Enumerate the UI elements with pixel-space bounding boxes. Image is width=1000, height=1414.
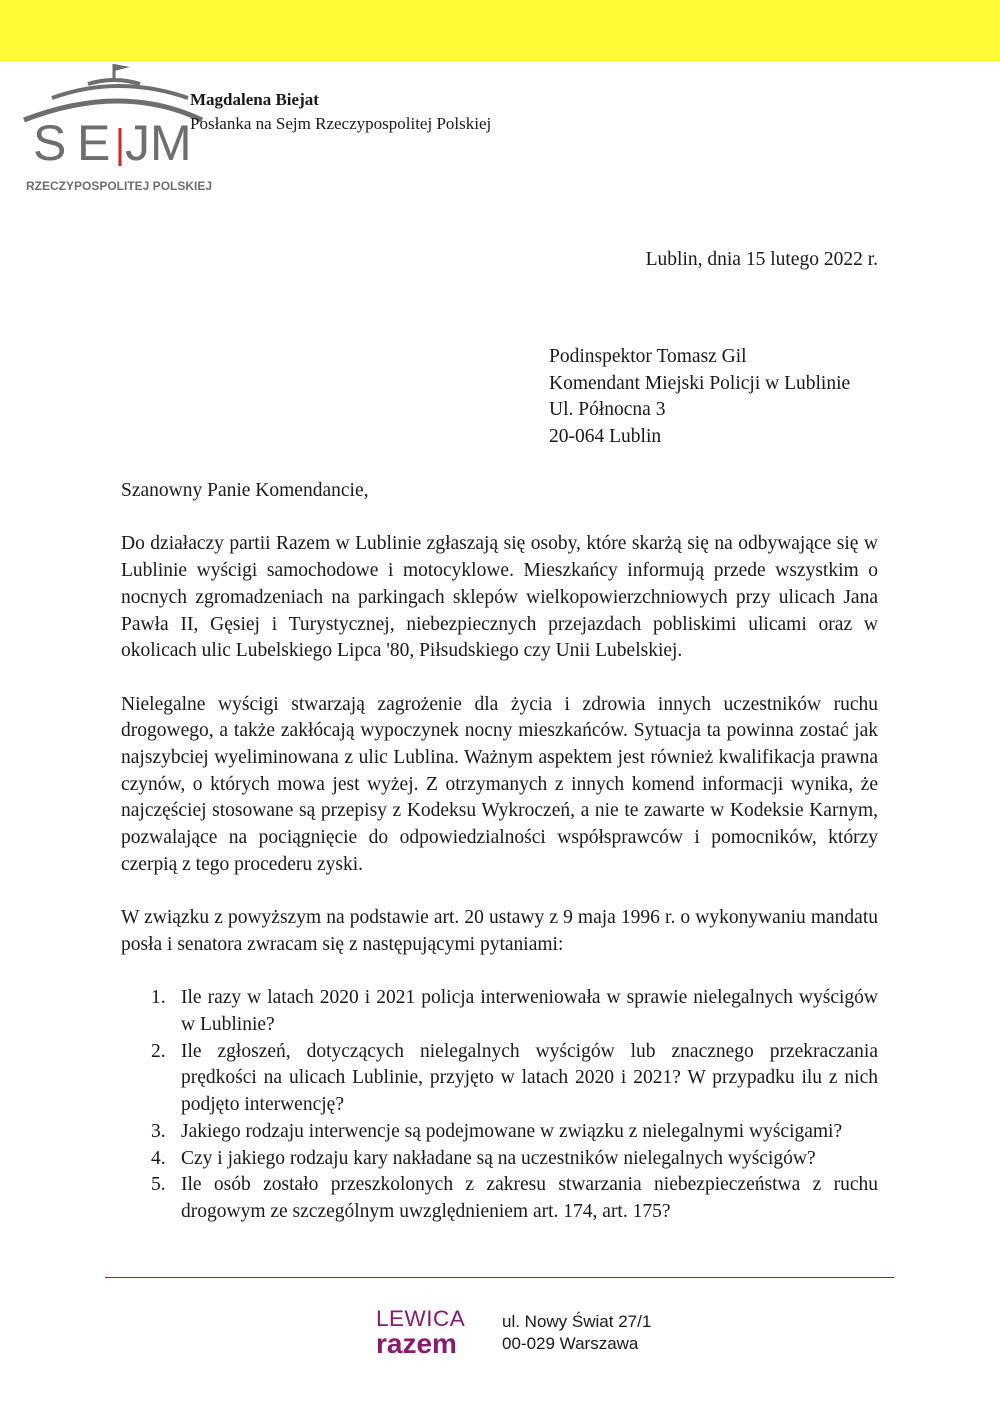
recipient-line: Komendant Miejski Policji w Lublinie <box>549 372 851 394</box>
question-item <box>121 985 878 1038</box>
question-text: Ile zgłoszeń, dotyczących nielegalnych wyścigów lub znacznego przekraczania prędkości na ulicach Lublinie, przyjęto w latach 2020 i 2021? W przypadku ilu z nich podjęto interwencję? <box>181 1040 878 1116</box>
question-item <box>121 1146 878 1173</box>
lewica-razem-logo <box>376 1307 465 1357</box>
sender-title: Posłanka na Sejm Rzeczypospolitej Polskiej <box>190 114 492 133</box>
footer-divider <box>105 1277 894 1278</box>
question-text: Czy i jakiego rodzaju kary nakładane są na uczestników nielegalnych wyścigów? <box>181 1147 816 1169</box>
sejm-letter-m: M <box>150 115 192 171</box>
salutation: Szanowny Panie Komendancie, <box>121 480 369 501</box>
sejm-letter-j: J <box>125 115 150 171</box>
question-number: 2. <box>151 1040 166 1062</box>
sejm-logo-subtitle: RZECZYPOSPOLITEJ POLSKIEJ <box>26 179 213 193</box>
paragraph: Nielegalne wyścigi stwarzają zagrożenie dla życia i zdrowia innych uczestników ruchu drogowego, a także zakłócają wypoczynek nocny mieszkańców. Sytuacja ta powinna zostać jak najszybciej wyeliminowana z ulic Lublina. Ważnym aspektem jest również kwalifikacja prawna czynów, o których mowa jest wyżej. Z otrzymanych z innych komend informacji wynika, że najczęściej stosowane są przepisy z Kodeksu Wykroczeń, a nie te zawarte w Kodeksie Karnym, pozwalające na pociągnięcie do odpowiedzialności współsprawców i pomocników, którzy czerpią z tego procederu zyski. <box>121 693 878 875</box>
question-number: 1. <box>151 987 166 1009</box>
question-number: 5. <box>151 1174 166 1196</box>
recipient-address <box>549 344 850 451</box>
logo-line-razem: razem <box>376 1328 457 1359</box>
recipient-line: Ul. Północna 3 <box>549 399 666 421</box>
question-text: Ile razy w latach 2020 i 2021 policja interweniowała w sprawie nielegalnych wyścigów w Lublinie? <box>181 987 878 1035</box>
recipient-line: Podinspektor Tomasz Gil <box>549 346 747 367</box>
logo-line-lewica: LEWICA <box>376 1306 466 1331</box>
address-city: 00-029 Warszawa <box>502 1334 639 1353</box>
question-text: Jakiego rodzaju interwencje są podejmowane w związku z nielegalnymi wyścigami? <box>181 1120 843 1142</box>
question-item <box>121 1119 878 1146</box>
sender-name: Magdalena Biejat <box>190 90 319 109</box>
sejm-letter-e: E <box>77 115 111 171</box>
top-yellow-band <box>0 0 1000 61</box>
place-date: Lublin, dnia 15 lutego 2022 r. <box>645 249 878 270</box>
question-number: 4. <box>151 1147 166 1169</box>
footer-address <box>502 1311 651 1355</box>
sender-block <box>190 88 491 136</box>
question-number: 3. <box>151 1120 166 1142</box>
question-text: Ile osób zostało przeszkolonych z zakresu stwarzania niebezpieczeństwa z ruchu drogowym ze szczególnym uwzględnieniem art. 174, art. 175? <box>181 1174 878 1222</box>
paragraph: Do działaczy partii Razem w Lublinie zgłaszają się osoby, które skarżą się na odbywające się w Lublinie wyścigi samochodowe i motocyklowe. Mieszkańcy informują przede wszystkim o nocnych zgromadzeniach na parkingach sklepów wielkopowierzchniowych przy ulicach Jana Pawła II, Gęsiej i Turystycznej, niebezpiecznych przejazdach pobliskimi ulicami oraz w okolicach ulic Lubelskiego Lipca '80, Piłsudskiego czy Unii Lubelskiej. <box>121 533 878 662</box>
sejm-letter-s: S <box>33 115 67 171</box>
questions-list <box>121 985 878 1225</box>
question-item <box>121 1039 878 1119</box>
address-street: ul. Nowy Świat 27/1 <box>502 1312 652 1331</box>
paragraph: W związku z powyższym na podstawie art. 20 ustawy z 9 maja 1996 r. o wykonywaniu mandatu posła i senatora zwracam się z następującymi pytaniami: <box>121 907 878 955</box>
recipient-line: 20-064 Lublin <box>549 426 662 448</box>
question-item <box>121 1172 878 1225</box>
letter-body <box>121 478 878 1226</box>
